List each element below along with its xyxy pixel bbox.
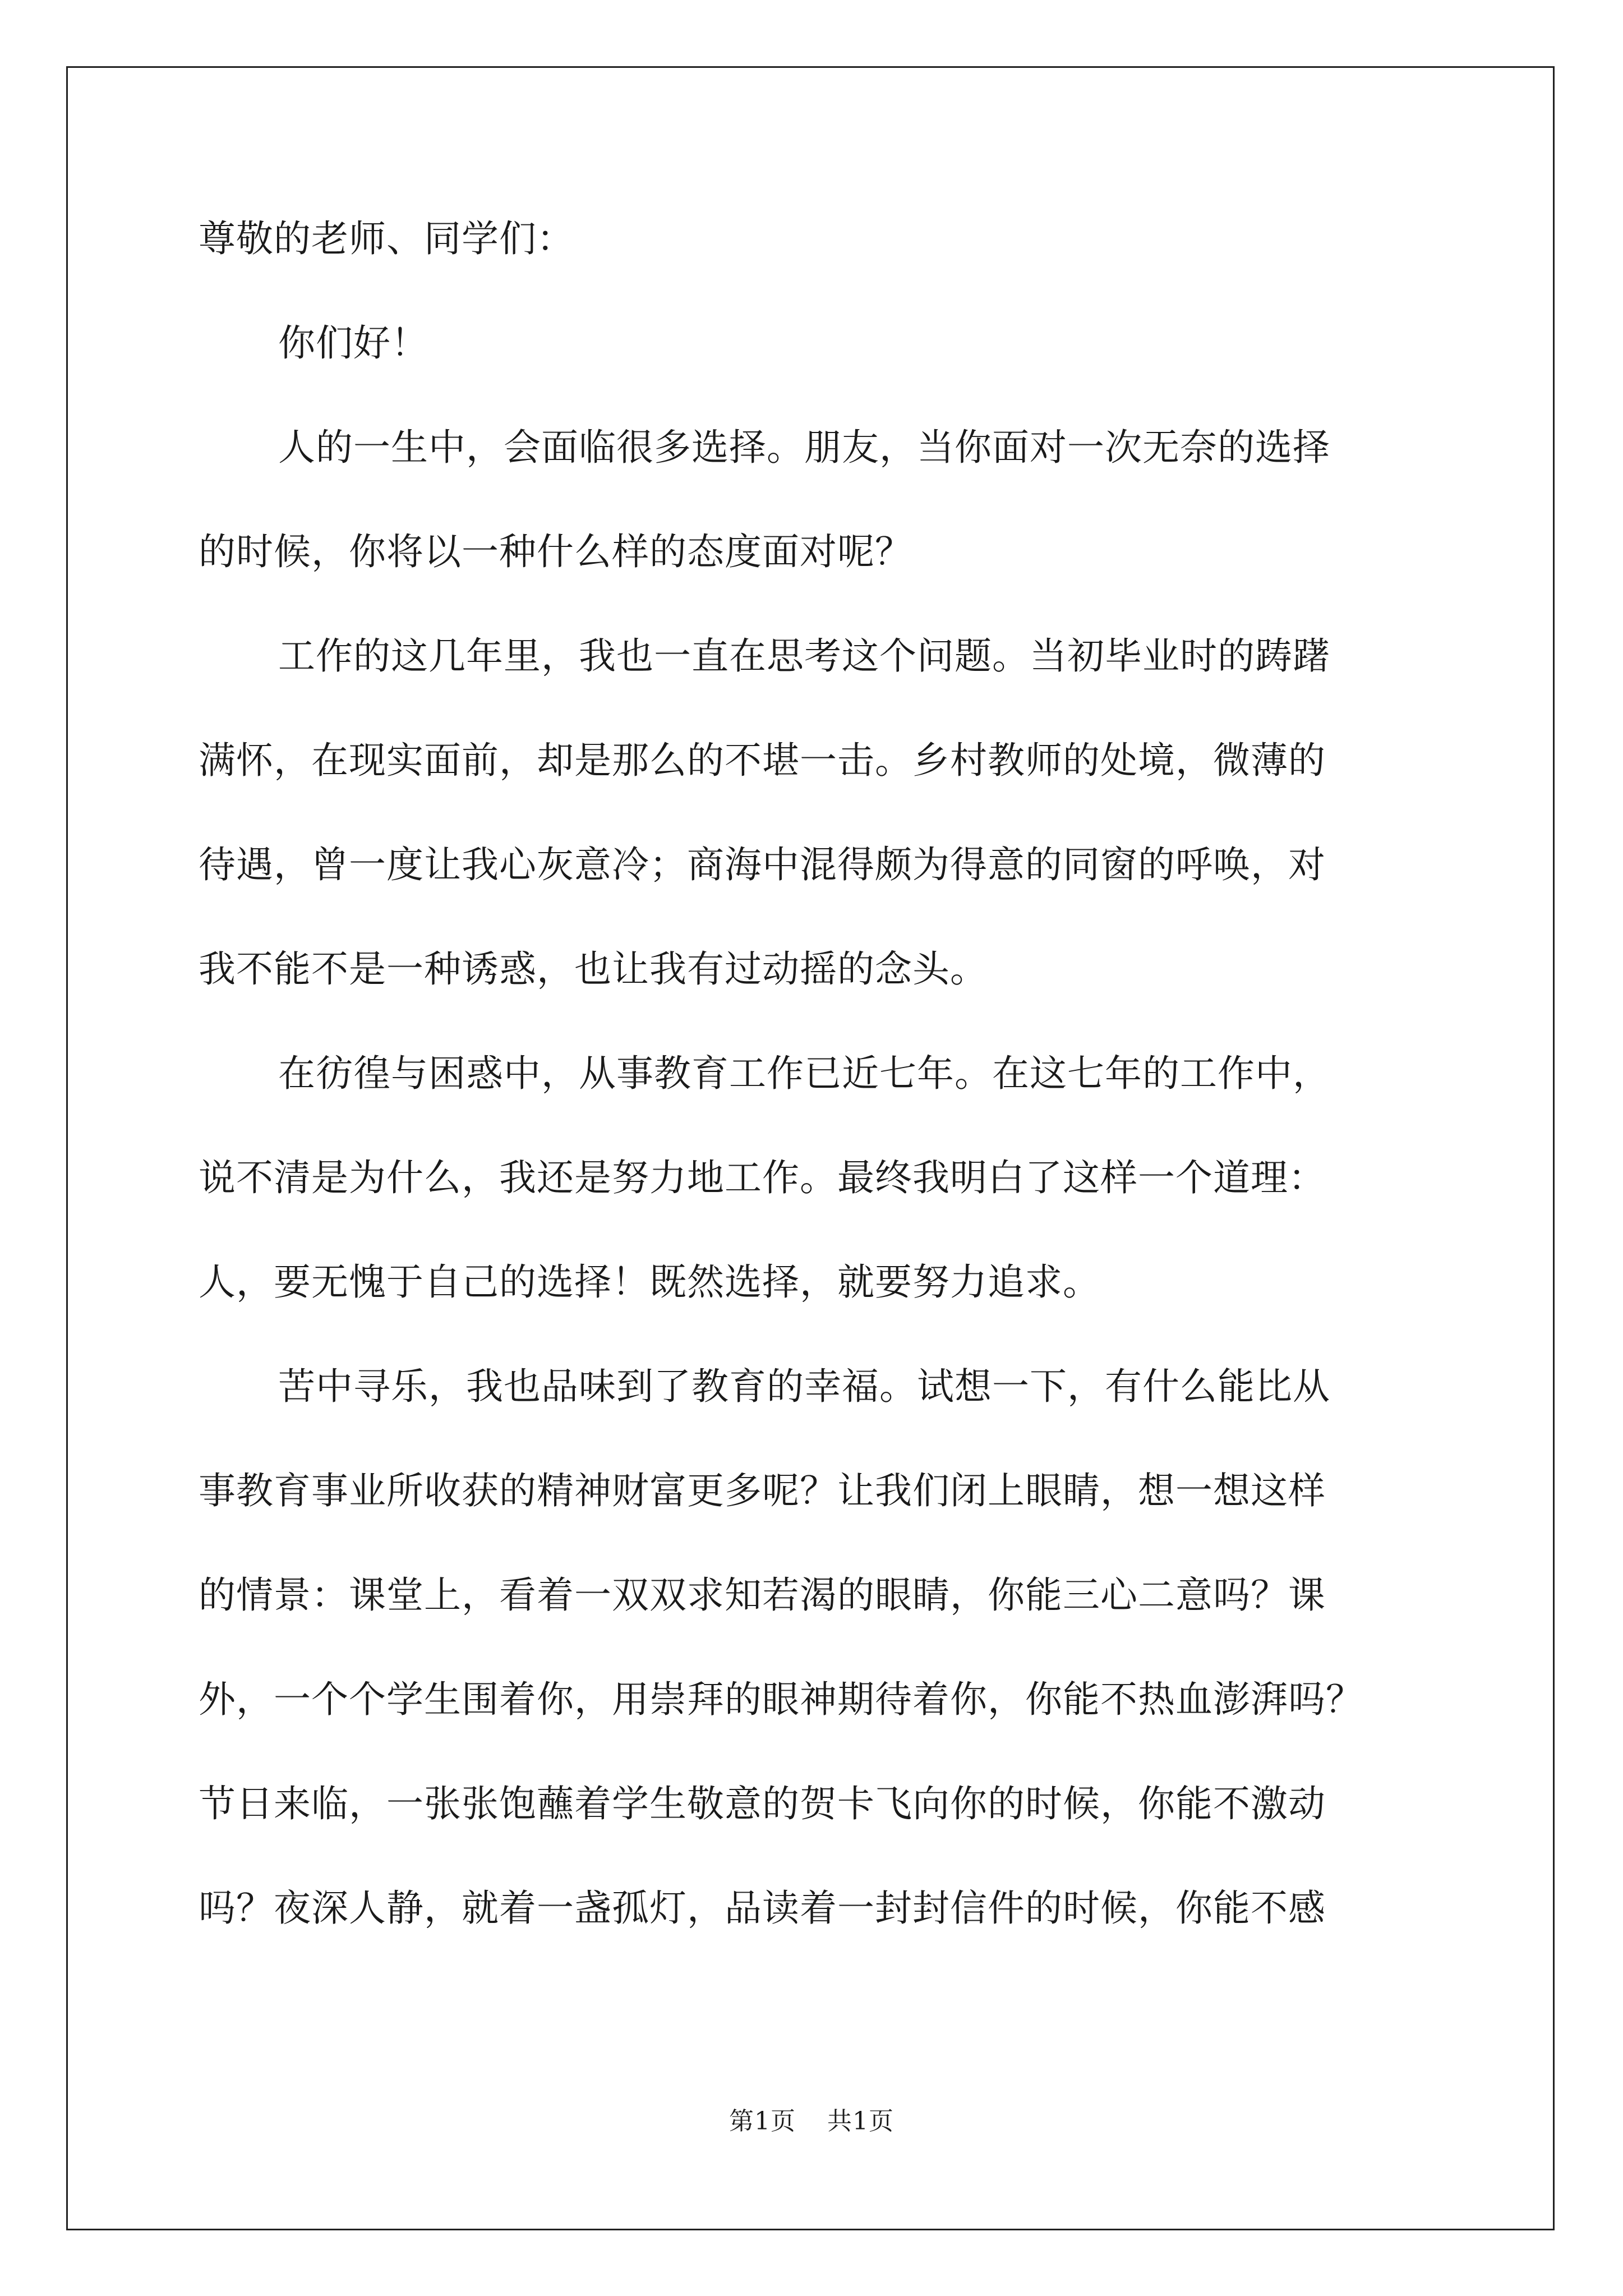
paragraph-line: 我不能不是一种诱惑，也让我有过动摇的念头。 xyxy=(199,947,988,991)
page-footer xyxy=(0,2101,1623,2137)
page-number: 第1页 xyxy=(729,2107,796,2136)
paragraph-line: 的情景：课堂上，看着一双双求知若渴的眼睛，你能三心二意吗？课 xyxy=(199,1573,1326,1617)
paragraph-line: 在彷徨与困惑中，从事教育工作已近七年。在这七年的工作中， xyxy=(278,1052,1330,1095)
paragraph-line: 待遇，曾一度让我心灰意冷；商海中混得颇为得意的同窗的呼唤，对 xyxy=(199,843,1326,886)
greeting-line: 你们好！ xyxy=(278,321,428,365)
paragraph-line: 节日来临，一张张饱蘸着学生敬意的贺卡飞向你的时候，你能不激动 xyxy=(199,1782,1326,1825)
paragraph-line: 满怀，在现实面前，却是那么的不堪一击。乡村教师的处境，微薄的 xyxy=(199,739,1326,782)
paragraph-line: 吗？夜深人静，就着一盏孤灯，品读着一封封信件的时候，你能不感 xyxy=(199,1887,1326,1930)
paragraph-line: 事教育事业所收获的精神财富更多呢？让我们闭上眼睛，想一想这样 xyxy=(199,1469,1326,1512)
paragraph-line: 的时候，你将以一种什么样的态度面对呢？ xyxy=(199,530,912,573)
paragraph-line: 苦中寻乐，我也品味到了教育的幸福。试想一下，有什么能比从 xyxy=(278,1365,1330,1408)
paragraph-line: 人的一生中，会面临很多选择。朋友，当你面对一次无奈的选择 xyxy=(278,426,1330,469)
paragraph-line: 外，一个个学生围着你，用崇拜的眼神期待着你，你能不热血澎湃吗？ xyxy=(199,1678,1363,1721)
paragraph-line: 工作的这几年里，我也一直在思考这个问题。当初毕业时的踌躇 xyxy=(278,634,1330,678)
page-total: 共1页 xyxy=(827,2107,894,2136)
salutation-line: 尊敬的老师、同学们： xyxy=(199,217,574,260)
paragraph-line: 人，要无愧于自己的选择！既然选择，就要努力追求。 xyxy=(199,1260,1100,1304)
paragraph-line: 说不清是为什么，我还是努力地工作。最终我明白了这样一个道理： xyxy=(199,1156,1326,1199)
